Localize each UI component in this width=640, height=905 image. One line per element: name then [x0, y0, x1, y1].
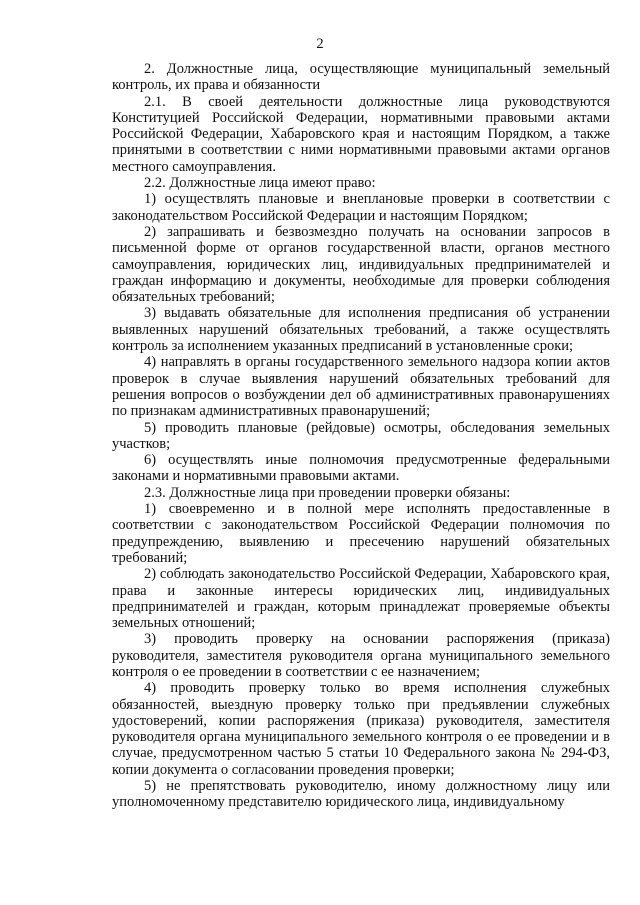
paragraph-2-2: 2.2. Должностные лица имеют право: [144, 175, 376, 192]
page-number: 2 [316, 36, 324, 52]
paragraph-2-3-item-5: 5) не препятствовать руководителю, иному должностному лицу или уполномоченному представителю юридического лица, индивидуальному [112, 778, 610, 811]
paragraph-2-3-item-2: 2) соблюдать законодательство Российской Федерации, Хабаровского края, права и законные интересы юридических лиц, индивидуальных предпринимателей и граждан, которым принадлежат проверяемые объекты земельных отношений; [112, 566, 610, 632]
paragraph-2-3: 2.3. Должностные лица при проведении проверки обязаны: [144, 484, 511, 501]
paragraph-2-1: 2.1. В своей деятельности должностные лица руководствуются Конституцией Российской Федерации, нормативными правовыми актами Российской Федерации, Хабаровского края и настоящим Порядком, а также принятыми в соответствии с ними нормативными правовыми актами органов местного самоуправления. [112, 93, 610, 175]
paragraph-2-2-item-1: 1) осуществлять плановые и внеплановые проверки в соответствии с законодательством Российской Федерации и настоящим Порядком; [112, 191, 610, 224]
paragraph-2-3-item-4: 4) проводить проверку только во время исполнения служебных обязанностей, выездную проверку только при предъявлении служебных удостоверений, копии распоряжения (приказа) руководителя, заместителя руководителя органа муниципального земельного контроля о ее проведении и в случае, предусмотренном частью 5 статьи 10 Федерального закона № 294-ФЗ, копии документа о согласовании проведения проверки; [112, 680, 610, 778]
document-body [112, 61, 610, 811]
paragraph-2-2-item-5: 5) проводить плановые (рейдовые) осмотры, обследования земельных участков; [112, 419, 610, 452]
paragraph-2-3-item-3: 3) проводить проверку на основании распоряжения (приказа) руководителя, заместителя руководителя органа муниципального земельного контроля о ее проведении в соответствии с ее назначением; [112, 631, 610, 680]
paragraph-2-2-item-6: 6) осуществлять иные полномочия предусмотренные федеральными законами и нормативными правовыми актами. [112, 452, 610, 485]
paragraph-2-2-item-4: 4) направлять в органы государственного земельного надзора копии актов проверок в случае выявления нарушений обязательных требований для решения вопросов о возбуждении дел об административных правонарушениях по признакам административных правонарушений; [112, 354, 610, 420]
paragraph-2-3-item-1: 1) своевременно и в полной мере исполнять предоставленные в соответствии с законодательством Российской Федерации полномочия по предупреждению, выявлению и пресечению нарушений обязательных требований; [112, 501, 610, 566]
paragraph-2-2-item-3: 3) выдавать обязательные для исполнения предписания об устранении выявленных нарушений обязательных требований, а также осуществлять контроль за исполнением указанных предписаний в установленные сроки; [112, 305, 610, 355]
section-title: 2. Должностные лица, осуществляющие муниципальный земельный контроль, их права и обязанности [112, 61, 610, 94]
paragraph-2-2-item-2: 2) запрашивать и безвозмездно получать на основании запросов в письменной форме от органов государственной власти, органов местного самоуправления, юридических лиц, индивидуальных предпринимателей и граждан информацию и документы, необходимые для проверки соблюдения обязательных требований; [112, 223, 610, 306]
